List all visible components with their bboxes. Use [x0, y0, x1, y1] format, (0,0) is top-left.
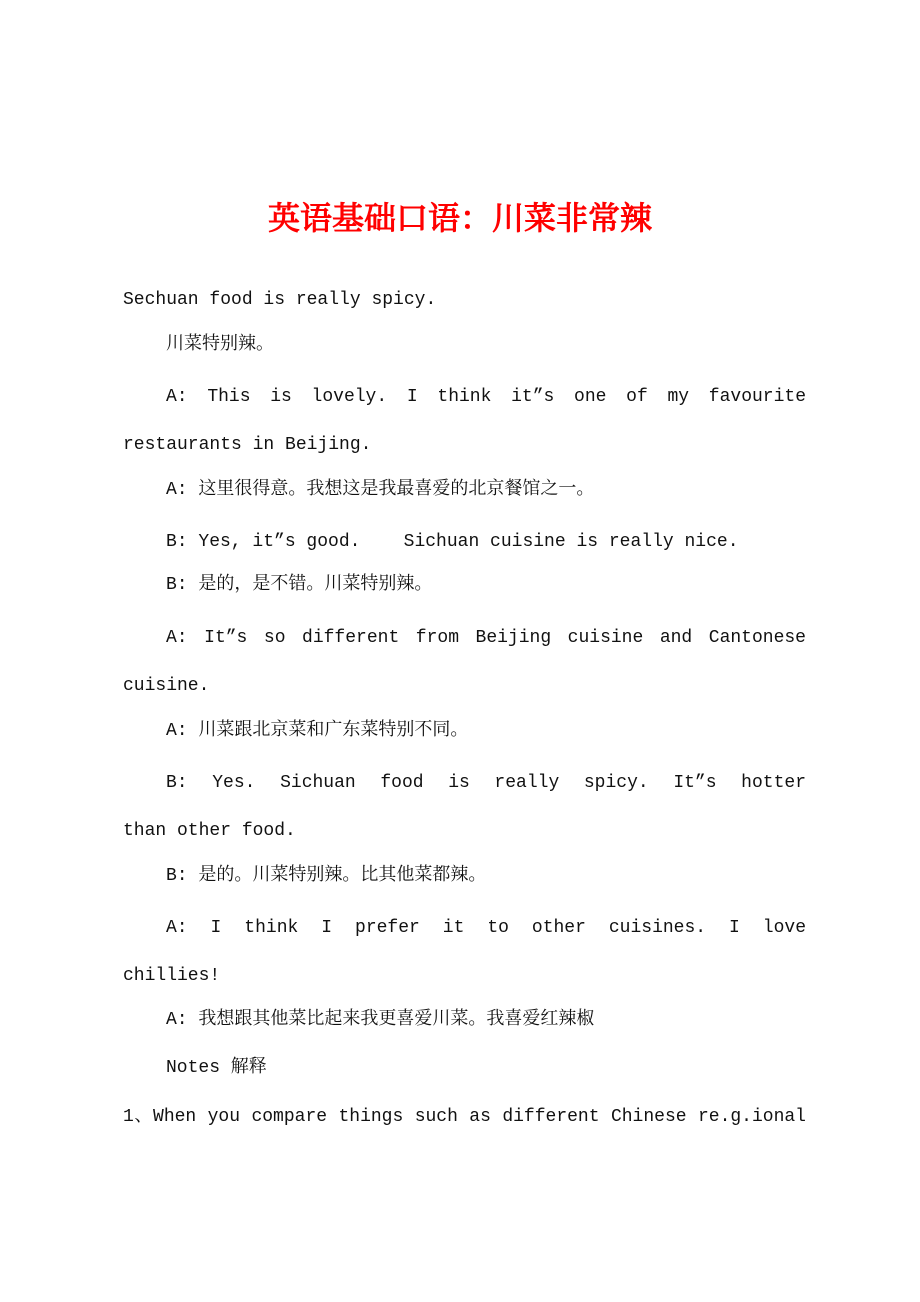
document-title: 英语基础口语：川菜非常辣 [267, 199, 652, 237]
text-line: A: It”s so different from Beijing cuisine and Cantonese [166, 628, 806, 648]
notes-heading: Notes 解释 [166, 1058, 267, 1078]
text-line: 1、When you compare things such as different Chinese re.g.ional [123, 1107, 806, 1127]
text-line: than other food. [123, 821, 296, 841]
text-line: A: This is lovely. I think it”s one of my favourite [166, 387, 806, 407]
text-line: 川菜特别辣。 [166, 335, 274, 355]
text-line: B: Yes, it”s good. Sichuan cuisine is really nice. [166, 532, 739, 552]
text-line: B: 是的。川菜特别辣。比其他菜都辣。 [166, 866, 487, 886]
text-line: B: Yes. Sichuan food is really spicy. It”s hotter [166, 773, 806, 793]
text-line: chillies! [123, 966, 221, 986]
text-line: Sechuan food is really spicy. [123, 290, 437, 310]
text-line: A: 我想跟其他菜比起来我更喜爱川菜。我喜爱红辣椒 [166, 1010, 595, 1030]
text-line: A: I think I prefer it to other cuisines. I love [166, 918, 806, 938]
text-line: cuisine. [123, 676, 210, 696]
text-line: A: 这里很得意。我想这是我最喜爱的北京餐馆之一。 [166, 480, 595, 500]
text-line: restaurants in Beijing. [123, 435, 372, 455]
text-line: A: 川菜跟北京菜和广东菜特别不同。 [166, 721, 469, 741]
text-line: B: 是的，是不错。川菜特别辣。 [166, 575, 433, 595]
